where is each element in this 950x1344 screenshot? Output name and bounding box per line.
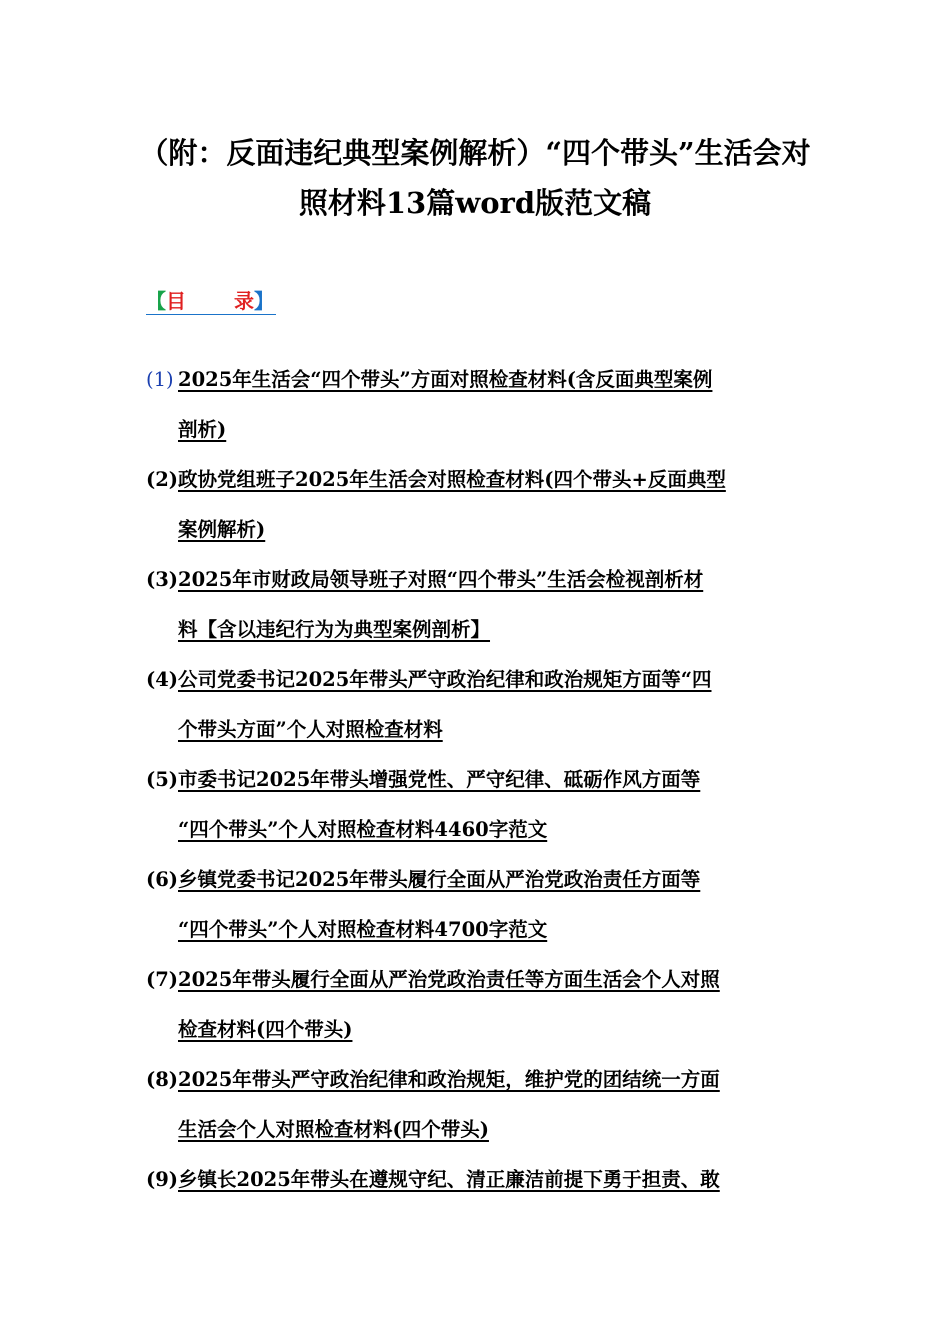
toc-item-number: (9) (146, 1168, 179, 1191)
toc-item-number: (1) (146, 368, 174, 391)
toc-item-link[interactable] (178, 1155, 806, 1205)
toc-item-text-line: 市委书记2025年带头增强党性、严守纪律、砥砺作风方面等 (178, 768, 701, 791)
toc-heading-word-2: 录 (234, 289, 254, 313)
toc-item-link[interactable] (178, 755, 806, 855)
toc-item-text-line: 案例解析) (178, 518, 266, 541)
toc-item-text-line: 料【含以违纪行为为典型案例剖析】 (178, 618, 491, 641)
toc-heading-bracket-left: 【 (146, 289, 166, 313)
toc-item-link[interactable] (178, 655, 806, 755)
toc-item-link[interactable] (178, 555, 806, 655)
toc-item-text-line: 2025年市财政局领导班子对照“四个带头”生活会检视剖析材 (178, 568, 704, 591)
toc-item-link[interactable] (178, 955, 806, 1055)
toc-item-1[interactable] (146, 355, 806, 455)
toc-item-link[interactable] (178, 855, 806, 955)
toc-item-text-line: 乡镇党委书记2025年带头履行全面从严治党政治责任方面等 (178, 868, 701, 891)
toc-item-link[interactable] (178, 355, 806, 455)
toc-item-9[interactable] (146, 1155, 806, 1205)
toc-heading-word-1: 目 (166, 289, 186, 313)
toc-item-text-line: 剖析) (178, 418, 227, 441)
toc-item-number: (7) (146, 968, 179, 991)
table-of-contents-heading (146, 288, 276, 315)
toc-item-number: (4) (146, 668, 179, 691)
toc-item-5[interactable] (146, 755, 806, 855)
toc-item-link[interactable] (178, 1055, 806, 1155)
toc-item-text-line: 检查材料(四个带头) (178, 1018, 353, 1041)
toc-item-link[interactable] (178, 455, 806, 555)
toc-item-number: (6) (146, 868, 179, 891)
toc-item-text-line: “四个带头”个人对照检查材料4460字范文 (178, 818, 548, 841)
toc-item-number: (8) (146, 1068, 179, 1091)
toc-item-text-line: 2025年带头履行全面从严治党政治责任等方面生活会个人对照 (178, 968, 720, 991)
document-title (60, 128, 890, 228)
toc-item-text-line: 公司党委书记2025年带头严守政治纪律和政治规矩方面等“四 (178, 668, 712, 691)
toc-item-text-line: 2025年生活会“四个带头”方面对照检查材料(含反面典型案例 (178, 368, 713, 391)
document-title-line: 照材料13篇word版范文稿 (298, 186, 652, 220)
toc-item-text-line: 个带头方面”个人对照检查材料 (178, 718, 443, 741)
toc-item-text-line: “四个带头”个人对照检查材料4700字范文 (178, 918, 548, 941)
toc-item-text-line: 政协党组班子2025年生活会对照检查材料(四个带头+反面典型 (178, 468, 726, 491)
toc-item-6[interactable] (146, 855, 806, 955)
toc-item-2[interactable] (146, 455, 806, 555)
toc-item-text-line: 2025年带头严守政治纪律和政治规矩，维护党的团结统一方面 (178, 1068, 720, 1091)
toc-heading-bracket-right: 】 (254, 289, 274, 313)
table-of-contents-list (146, 355, 806, 1205)
toc-item-number: (2) (146, 468, 179, 491)
toc-item-text-line: 生活会个人对照检查材料(四个带头) (178, 1118, 489, 1141)
toc-item-number: (3) (146, 568, 179, 591)
toc-item-3[interactable] (146, 555, 806, 655)
document-title-line: （附：反面违纪典型案例解析）“四个带头”生活会对 (139, 136, 811, 170)
toc-item-7[interactable] (146, 955, 806, 1055)
toc-item-text-line: 乡镇长2025年带头在遵规守纪、清正廉洁前提下勇于担责、敢 (178, 1168, 720, 1191)
toc-item-4[interactable] (146, 655, 806, 755)
toc-item-8[interactable] (146, 1055, 806, 1155)
toc-item-number: (5) (146, 768, 179, 791)
